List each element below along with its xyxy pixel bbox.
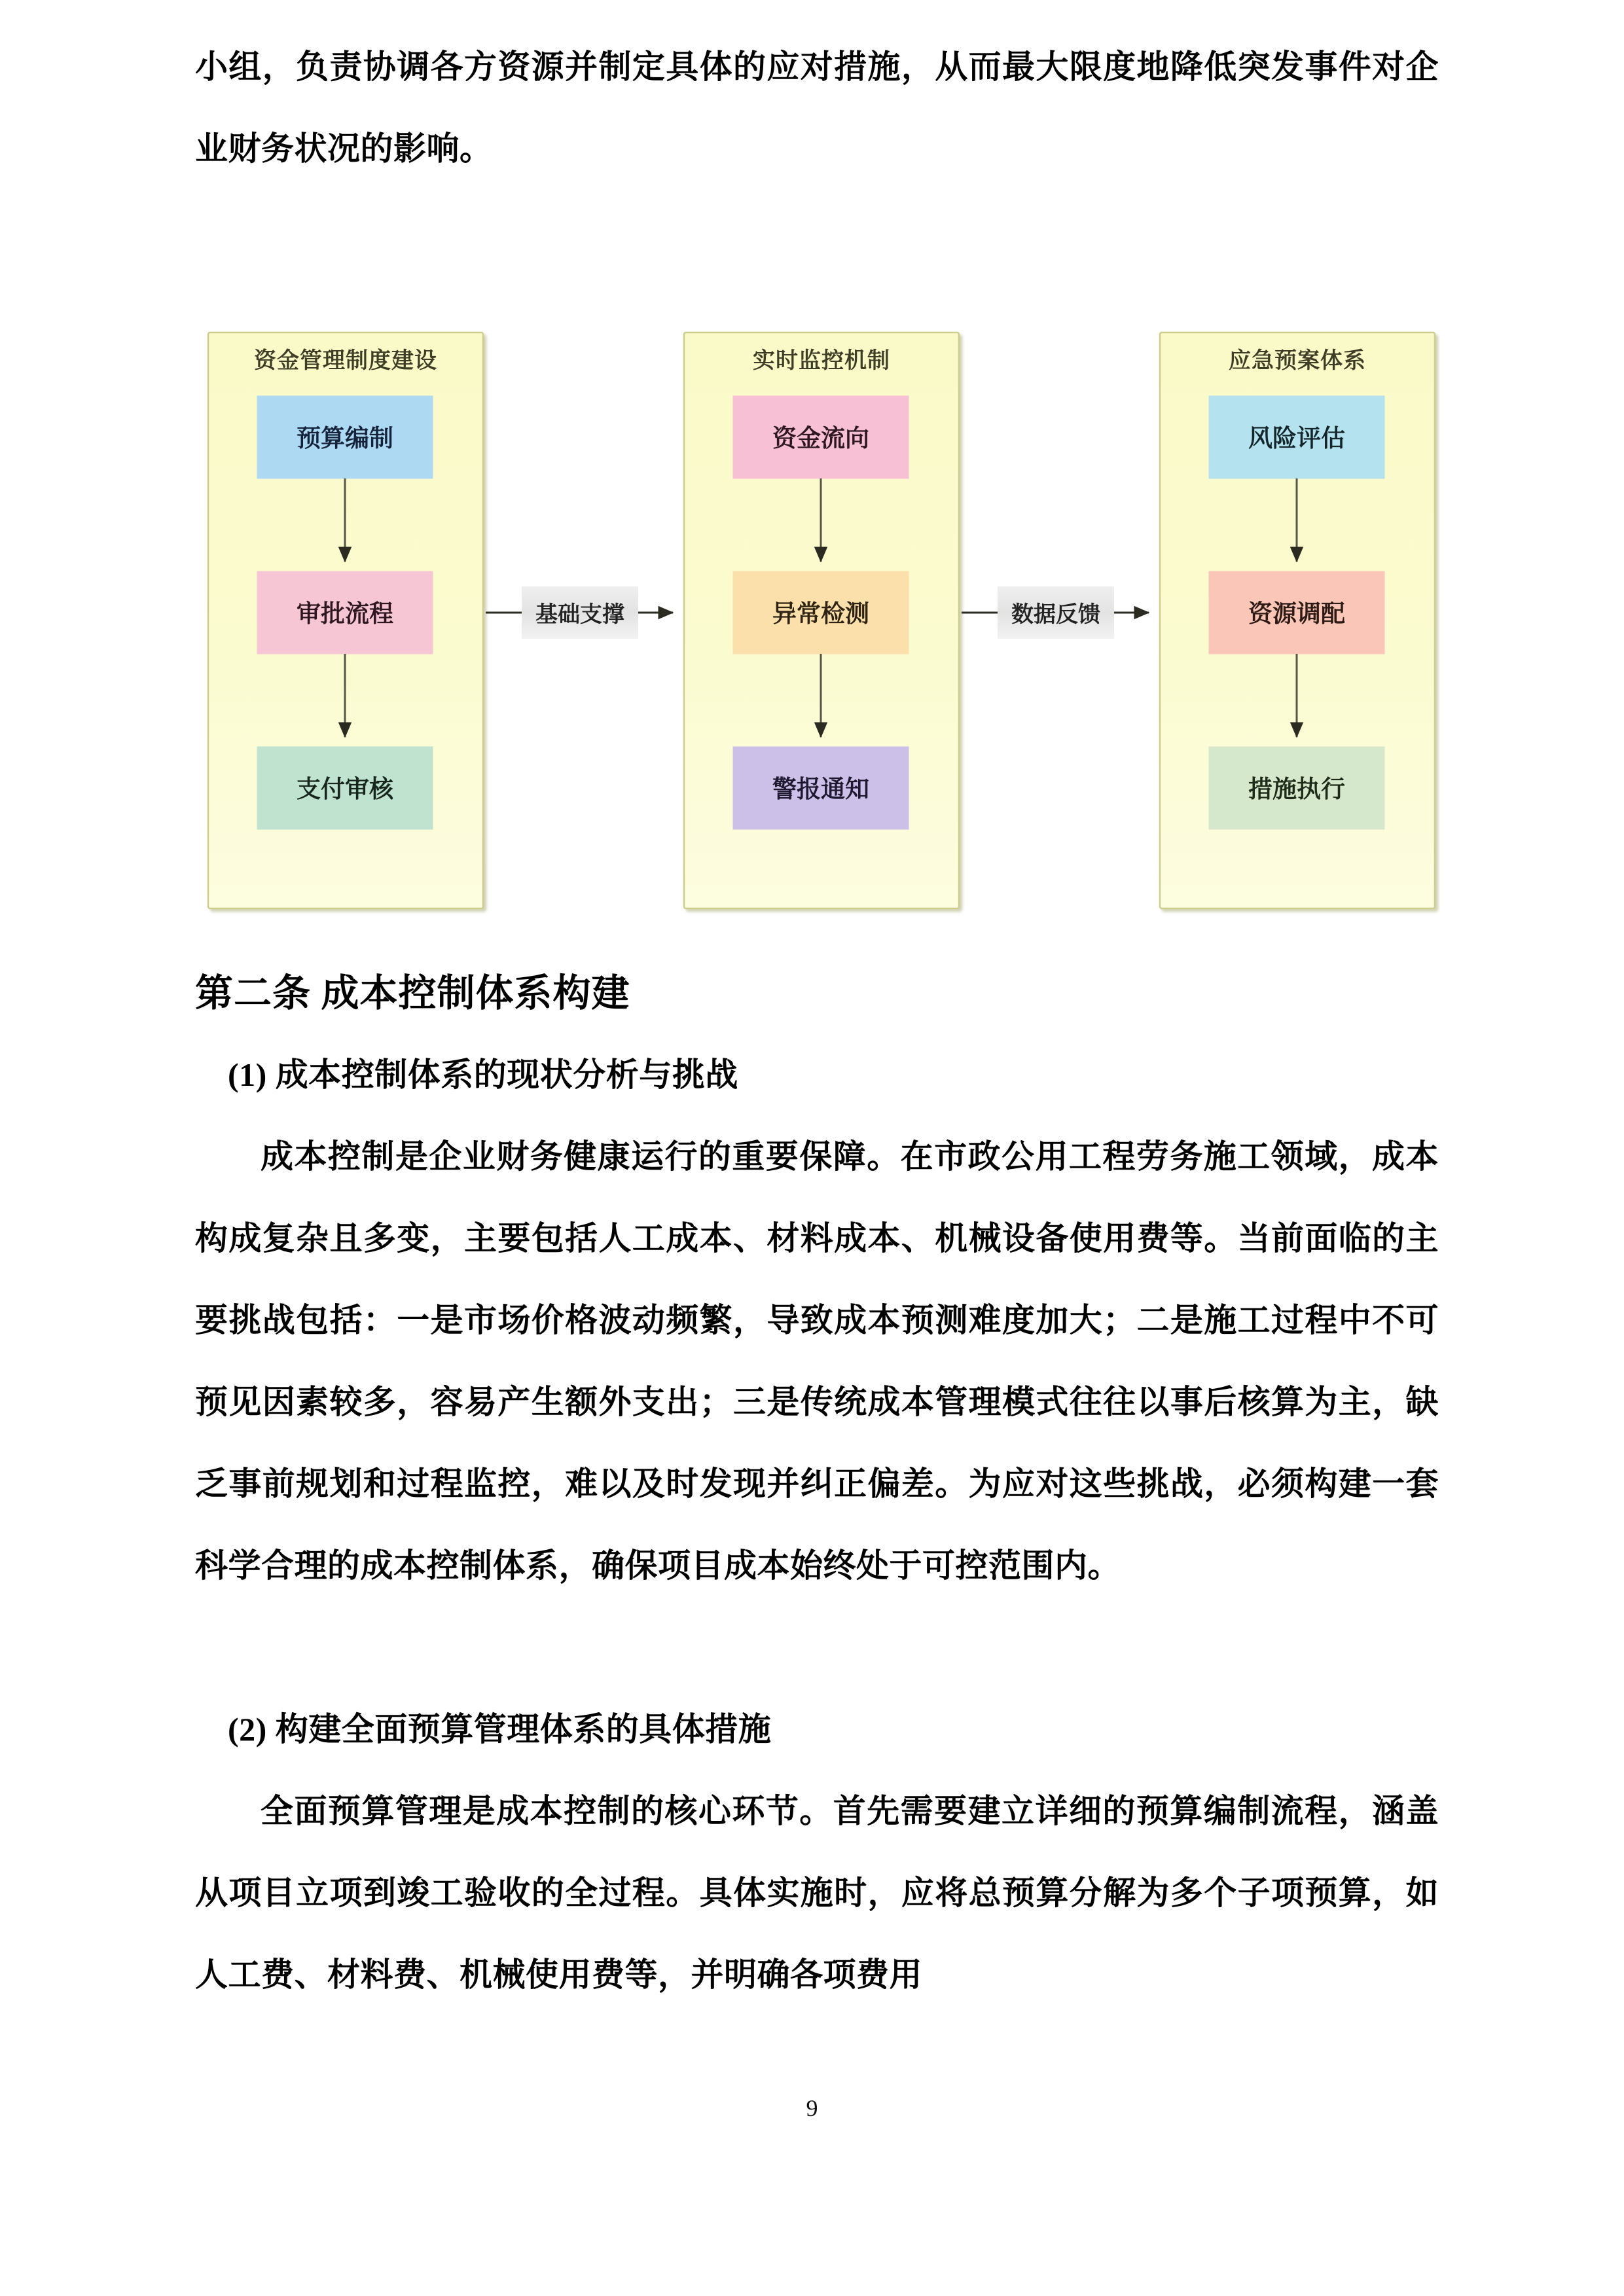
subsection-1-body-block <box>195 1116 1439 1607</box>
edge-label-base-support: 基础支撑 <box>535 602 624 627</box>
node-measure-exec-label: 措施执行 <box>1248 776 1345 802</box>
top-paragraph-block <box>195 26 1439 190</box>
cluster-realtime-monitor <box>684 332 959 908</box>
flowchart-svg <box>203 321 1440 916</box>
edge-base-support <box>486 586 673 639</box>
subsection-1-title: (1) 成本控制体系的现状分析与挑战 <box>228 1056 738 1093</box>
node-approval-flow-label: 审批流程 <box>297 600 393 627</box>
subsection-1-body: 成本控制是企业财务健康运行的重要保障。在市政公用工程劳务施工领域，成本构成复杂且多变，主要包括人工成本、材料成本、机械设备使用费等。当前面临的主要挑战包括：一是市场价格波动频繁，导致成本预测难度加大；二是施工过程中不可预见因素较多，容易产生额外支出；三是传统成本管理模式往往以事后核算为主，缺乏事前规划和过程监控，难以及时发现并纠正偏差。为应对这些挑战，必须构建一套科学合理的成本控制体系，确保项目成本始终处于可控范围内。 <box>195 1138 1439 1584</box>
subsection-2-body: 全面预算管理是成本控制的核心环节。首先需要建立详细的预算编制流程，涵盖从项目立项到竣工验收的全过程。具体实施时，应将总预算分解为多个子项预算，如人工费、材料费、机械使用费等，并明确各项费用 <box>195 1793 1439 1993</box>
flowchart-diagram <box>203 321 1440 916</box>
node-fund-flow-label: 资金流向 <box>772 425 869 452</box>
article-two-title: 第二条 成本控制体系构建 <box>195 972 630 1014</box>
node-anomaly-detect-label: 异常检测 <box>772 600 869 627</box>
node-resource-alloc-label: 资源调配 <box>1248 600 1345 627</box>
subsection-1-block <box>195 1034 1439 1116</box>
cluster-3-title: 应急预案体系 <box>1229 348 1366 373</box>
edge-label-data-feedback: 数据反馈 <box>1011 602 1100 627</box>
node-risk-assess-label: 风险评估 <box>1248 425 1345 452</box>
article-heading-block <box>195 952 1439 1034</box>
cluster-capital-management <box>208 332 483 908</box>
paragraph-continued-top: 小组，负责协调各方资源并制定具体的应对措施，从而最大限度地降低突发事件对企业财务状况的影响。 <box>195 48 1439 167</box>
subsection-2-title: (2) 构建全面预算管理体系的具体措施 <box>228 1711 772 1748</box>
subsection-2-block <box>195 1689 1439 1770</box>
node-alarm-notify-label: 警报通知 <box>772 776 869 802</box>
page-number: 9 <box>806 2095 818 2121</box>
edge-data-feedback <box>962 586 1149 639</box>
cluster-1-title: 资金管理制度建设 <box>254 348 437 373</box>
cluster-emergency-plan <box>1160 332 1435 908</box>
node-payment-review-label: 支付审核 <box>297 776 393 802</box>
subsection-2-body-block <box>195 1770 1439 2016</box>
node-budget-prep-label: 预算编制 <box>297 425 393 452</box>
cluster-2-title: 实时监控机制 <box>753 348 890 373</box>
